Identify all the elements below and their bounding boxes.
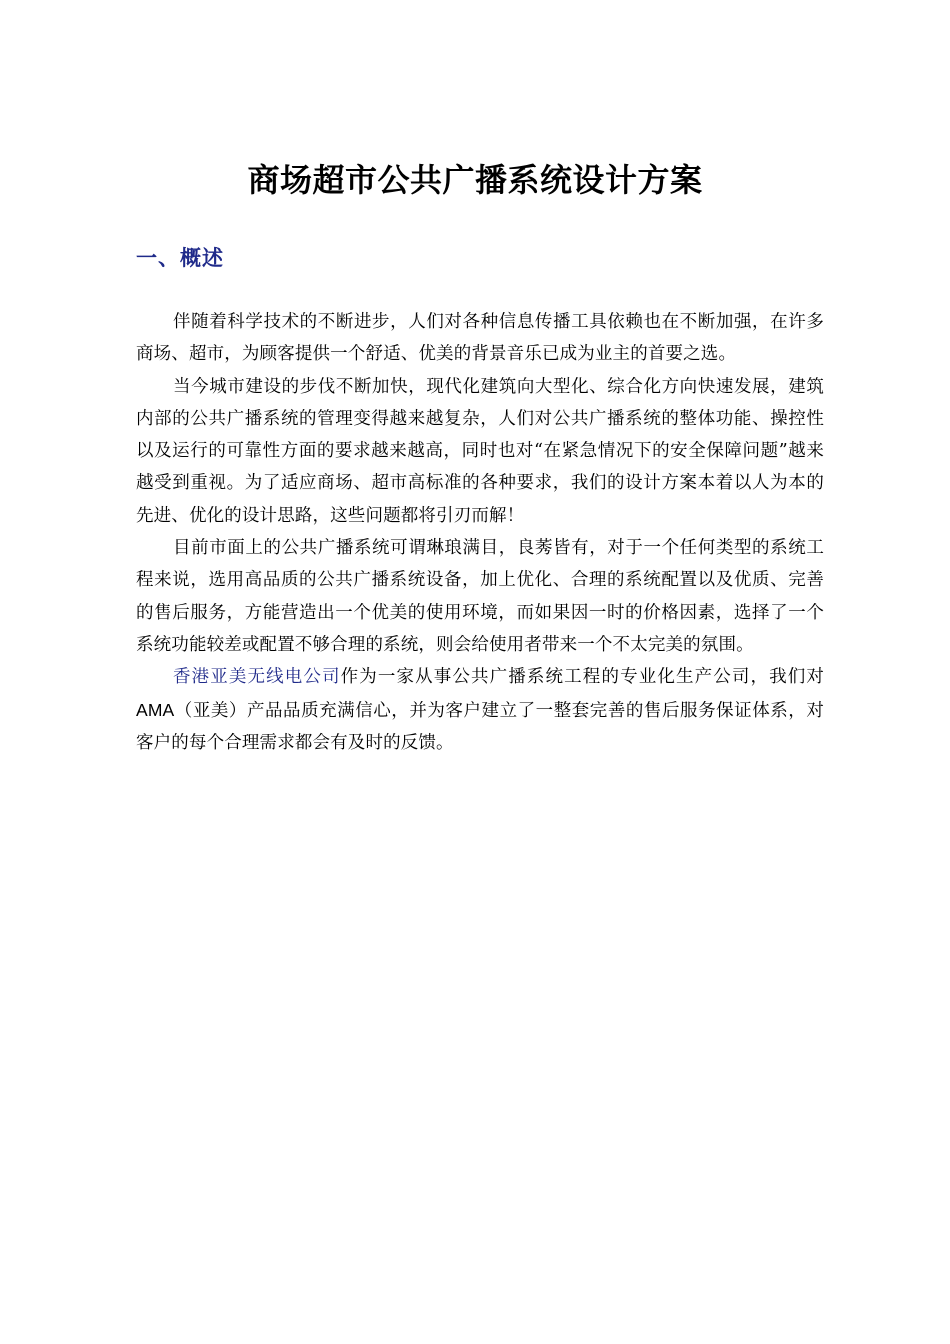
paragraph-3: 目前市面上的公共广播系统可谓琳琅满目，良莠皆有，对于一个任何类型的系统工程来说，选用高品质的公共广播系统设备，加上优化、合理的系统配置以及优质、完善的售后服务，方能营造出一个优美的使用环境，而如果因一时的价格因素，选择了一个系统功能较差或配置不够合理的系统，则会给使用者带来一个不太完美的氛围。 <box>136 538 824 655</box>
brand-name: AMA <box>136 699 175 720</box>
section-heading-overview: 一、概述 <box>136 246 224 270</box>
paragraph-4 <box>136 661 824 759</box>
paragraph-2: 当今城市建设的步伐不断加快，现代化建筑向大型化、综合化方向快速发展，建筑内部的公共广播系统的管理变得越来越复杂，人们对公共广播系统的整体功能、操控性以及运行的可靠性方面的要求越来越高，同时也对“在紧急情况下的安全保障问题”越来越受到重视。为了适应商场、超市高标准的各种要求，我们的设计方案本着以人为本的先进、优化的设计思路，这些问题都将引刃而解！ <box>136 376 824 526</box>
body-text <box>136 306 824 759</box>
paragraph-4-text-1: 作为一家从事公共广播系统工程的专业化生产公司，我们对 <box>340 667 824 688</box>
paragraph-4-text-2: （亚美）产品品质充满信心，并为客户建立了一整套完善的售后服务保证体系，对客户的每个合理需求都会有及时的反馈。 <box>136 700 824 753</box>
company-name: 香港亚美无线电公司 <box>173 667 341 688</box>
paragraph-1: 伴随着科学技术的不断进步，人们对各种信息传播工具依赖也在不断加强，在许多商场、超市，为顾客提供一个舒适、优美的背景音乐已成为业主的首要之选。 <box>136 312 824 365</box>
document-title: 商场超市公共广播系统设计方案 <box>247 161 703 199</box>
